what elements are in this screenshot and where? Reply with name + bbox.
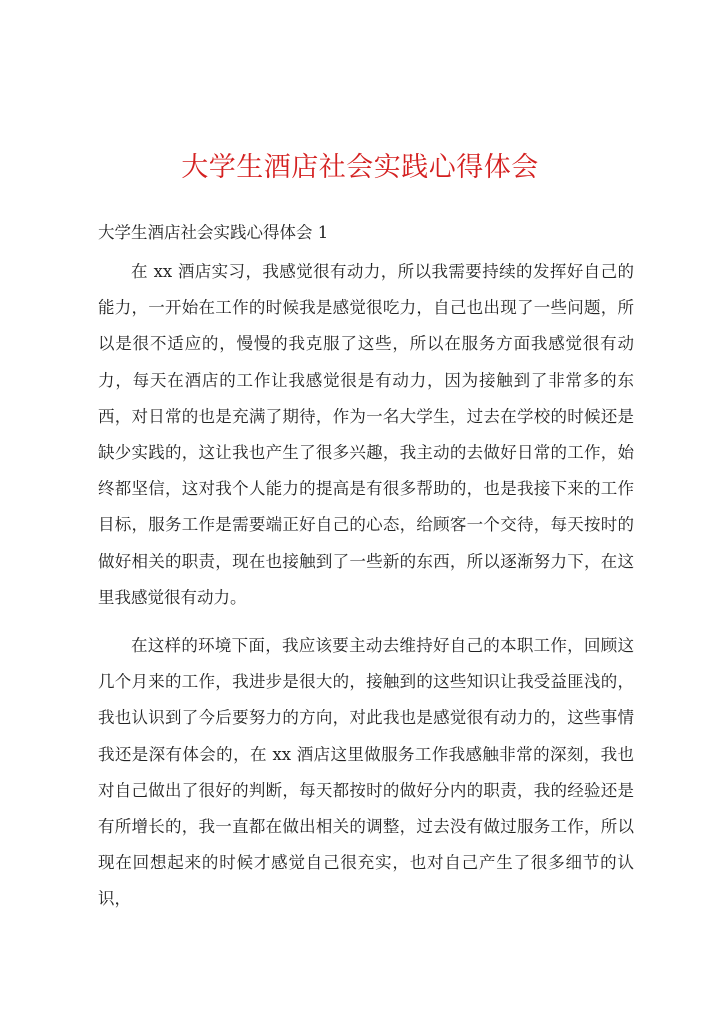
section-heading: 大学生酒店社会实践心得体会 1 (98, 223, 329, 242)
document-title: 大学生酒店社会实践心得体会 (181, 152, 539, 183)
paragraph-1: 在 xx 酒店实习，我感觉很有动力，所以我需要持续的发挥好自己的能力，一开始在工作的时候我是感觉很吃力，自己也出现了一些问题，所以是很不适应的，慢慢的我克服了这些，所以在服务方面我感觉很有动力，每天在酒店的工作让我感觉很是有动力，因为接触到了非常多的东西，对日常的也是充满了期待，作为一名大学生，过去在学校的时候还是缺少实践的，这让我也产生了很多兴趣，我主动的去做好日常的工作，始终都坚信，这对我个人能力的提高是有很多帮助的，也是我接下来的工作目标，服务工作是需要端正好自己的心态，给顾客一个交待，每天按时的做好相关的职责，现在也接触到了一些新的东西，所以逐渐努力下，在这里我感觉很有动力。 (98, 262, 634, 607)
paragraph-2: 在这样的环境下面，我应该要主动去维持好自己的本职工作，回顾这几个月来的工作，我进步是很大的，接触到的这些知识让我受益匪浅的，我也认识到了今后要努力的方向，对此我也是感觉很有动力的，这些事情我还是深有体会的，在 xx 酒店这里做服务工作我感触非常的深刻，我也对自己做出了很好的判断，每天都按时的做好分内的职责，我的经验还是有所增长的，我一直都在做出相关的调整，过去没有做过服务工作，所以现在回想起来的时候才感觉自己很充实，也对自己产生了很多细节的认识， (98, 636, 634, 909)
